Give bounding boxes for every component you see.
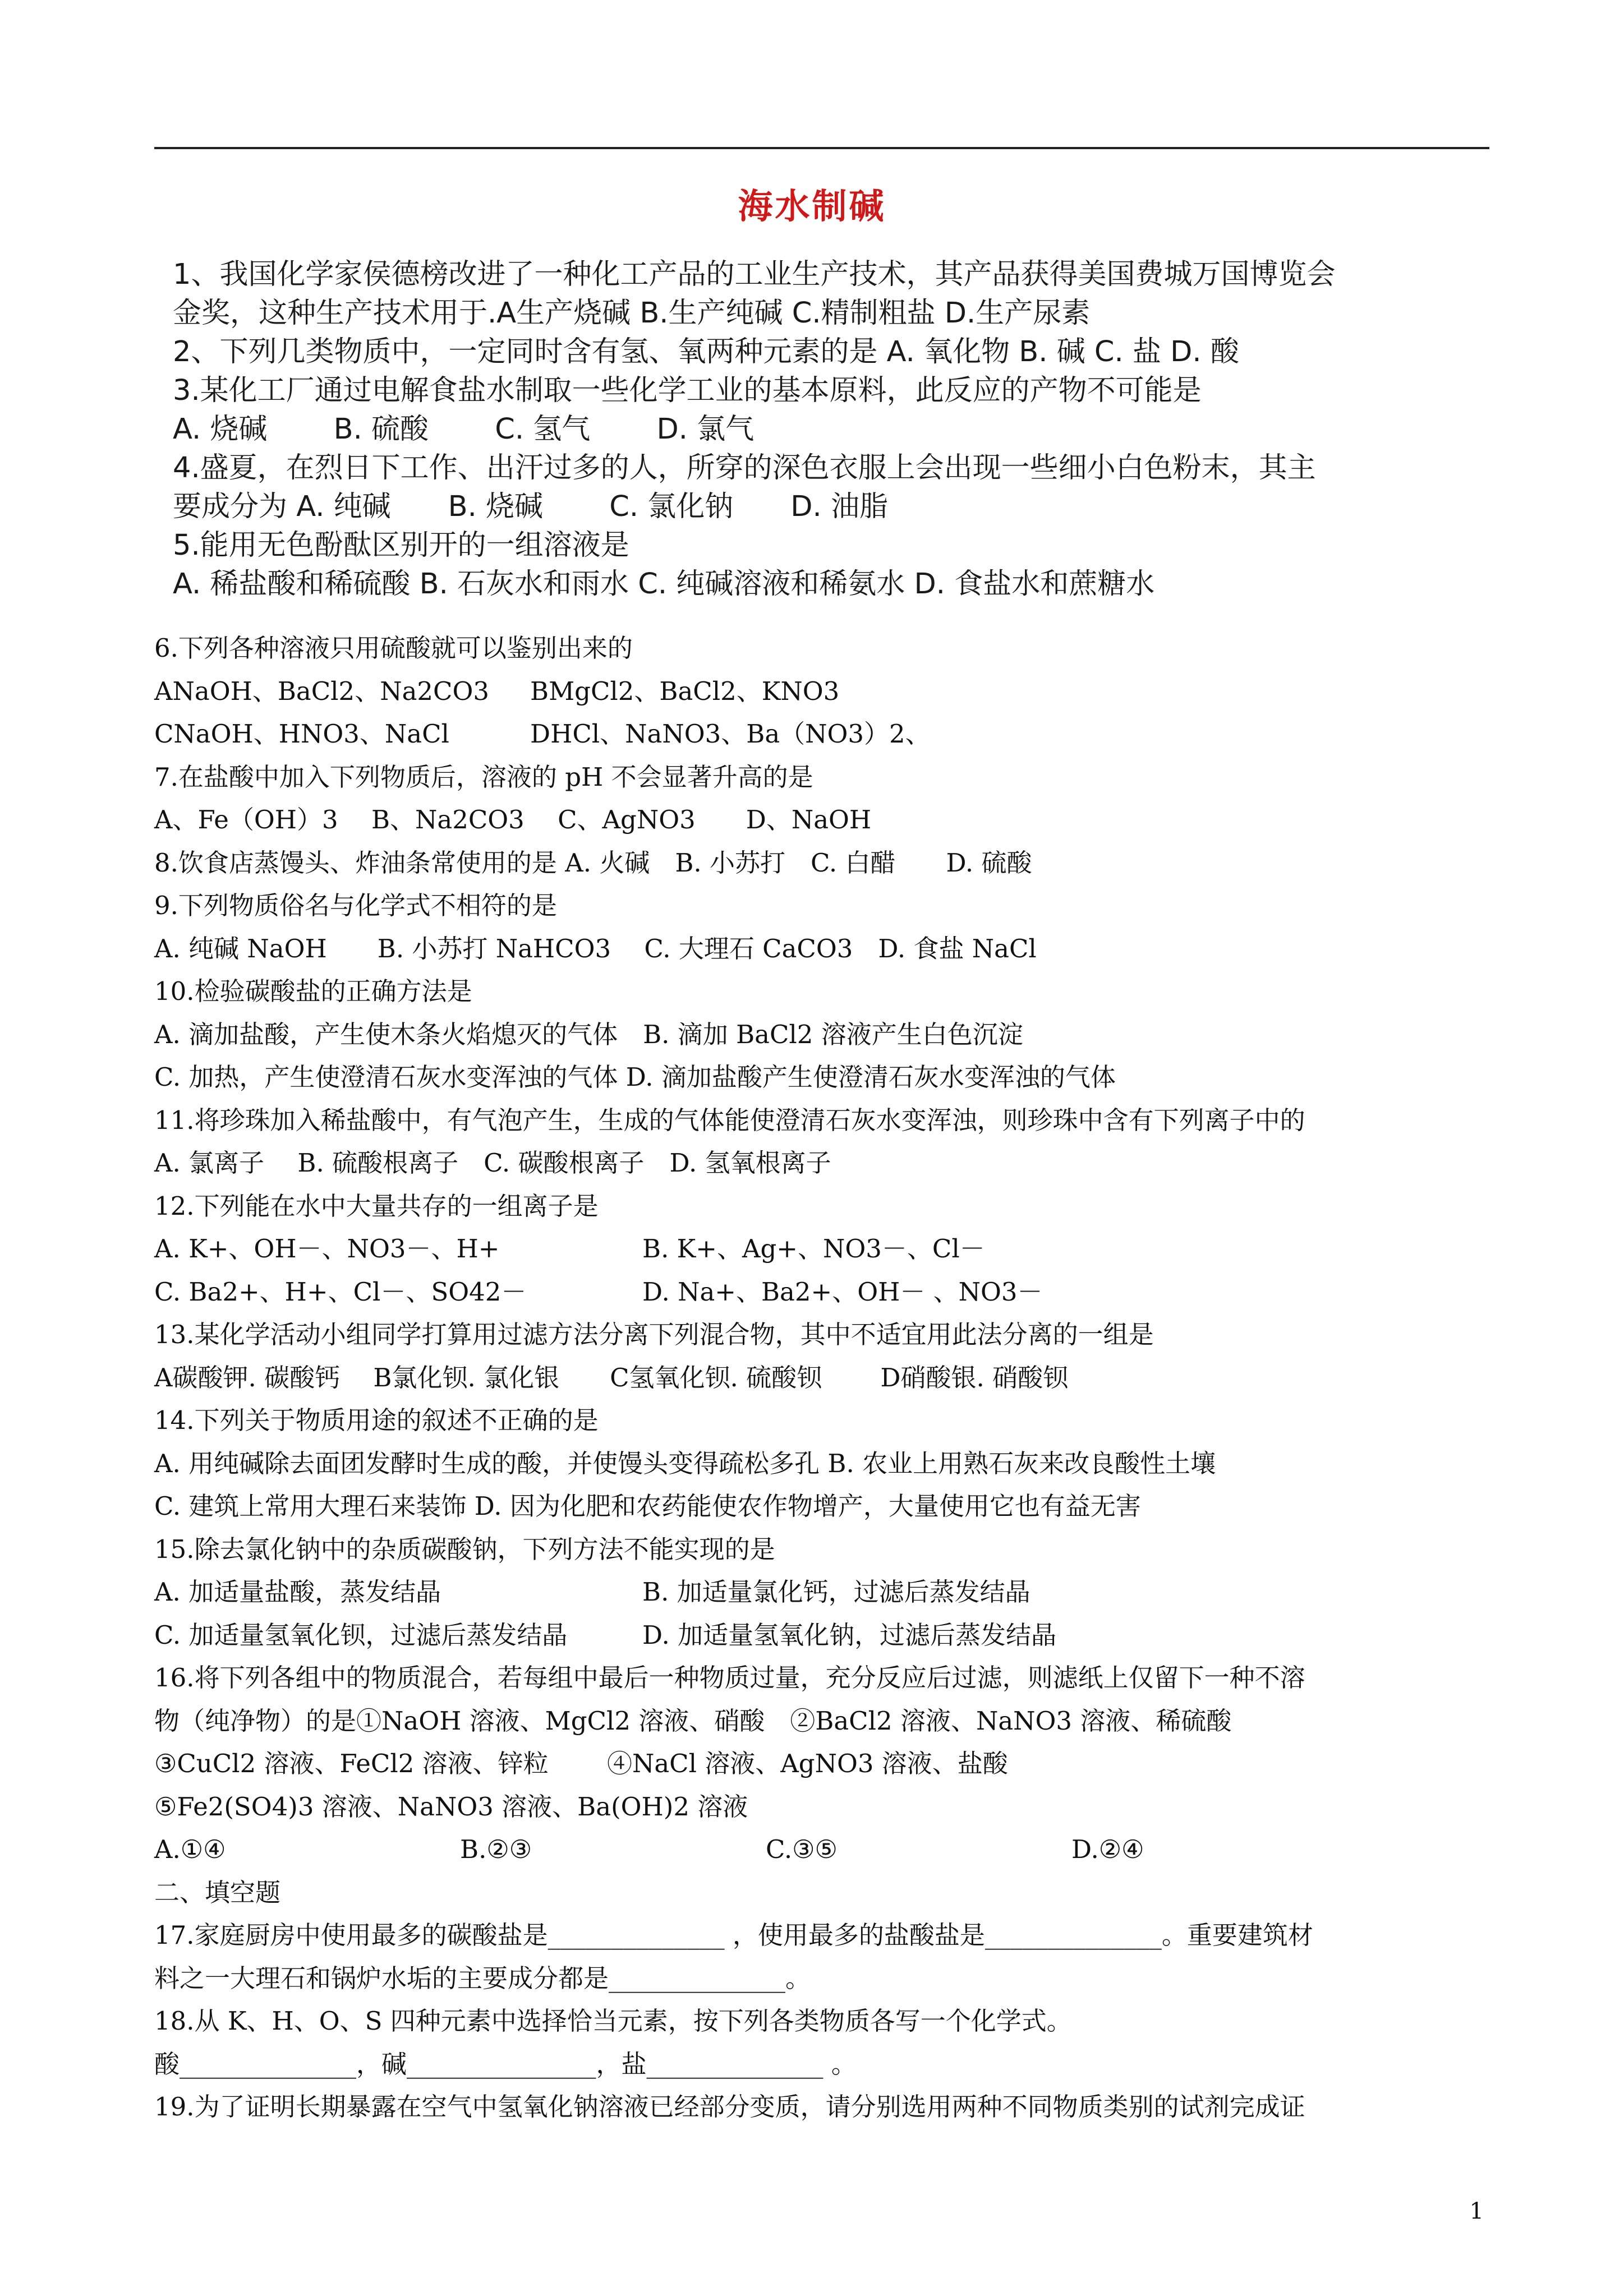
option: B. K+、Ag+、NO3－、Cl－: [642, 1234, 985, 1264]
scan-line: 金奖，这种生产技术用于.A生产烧碱 B.生产纯碱 C.精制粗盐 D.生产尿素: [173, 297, 1091, 330]
question-stem: 15.除去氯化钠中的杂质碳酸钠，下列方法不能实现的是: [154, 1534, 775, 1564]
option: DHCl、NaNO3、Ba（NO3）2、: [530, 719, 931, 749]
question-stem: 9.下列物质俗名与化学式不相符的是: [154, 891, 557, 920]
question-stem: ⑤Fe2(SO4)3 溶液、NaNO3 溶液、Ba(OH)2 溶液: [154, 1791, 748, 1822]
question-stem: 18.从 K、H、O、S 四种元素中选择恰当元素，按下列各类物质各写一个化学式。: [154, 2006, 1072, 2036]
question-stem: 酸______________，碱_______________，盐______________ 。: [154, 2049, 857, 2079]
option: C.③⑤: [766, 1834, 838, 1864]
option: C. Ba2+、H+、Cl－、SO42－: [154, 1276, 527, 1307]
option-row: [154, 1828, 1489, 1871]
option-row: [154, 713, 1489, 756]
option: D.②④: [1071, 1834, 1144, 1864]
question-stem: 10.检验碳酸盐的正确方法是: [154, 976, 472, 1006]
option-line: C. 加热，产生使澄清石灰水变浑浊的气体 D. 滴加盐酸产生使澄清石灰水变浑浊的气体: [154, 1062, 1116, 1092]
question-stem: 13.某化学活动小组同学打算用过滤方法分离下列混合物，其中不适宜用此法分离的一组是: [154, 1320, 1154, 1349]
option-row: [154, 1228, 1489, 1271]
option: B.②③: [460, 1834, 532, 1864]
question-list: [154, 627, 1489, 2129]
scanned-questions-block: [173, 255, 1463, 603]
option-line: A. 用纯碱除去面团发酵时生成的酸，并使馒头变得疏松多孔 B. 农业上用熟石灰来改良酸性土壤: [154, 1448, 1216, 1478]
header-rule: [154, 147, 1489, 149]
option: D. 加适量氢氧化钠，过滤后蒸发结晶: [642, 1620, 1057, 1650]
question-stem: 料之一大理石和锅炉水垢的主要成分都是______________。: [154, 1963, 811, 1993]
question-stem: 12.下列能在水中大量共存的一组离子是: [154, 1191, 599, 1221]
option: BMgCl2、BaCl2、KNO3: [530, 676, 840, 706]
question-stem: 7.在盐酸中加入下列物质后，溶液的 pH 不会显著升高的是: [154, 762, 813, 792]
section-heading: 二、填空题: [154, 1877, 281, 1907]
scan-line: 2、下列几类物质中，一定同时含有氢、氧两种元素的是 A. 氧化物 B. 碱 C. 盐 D. 酸: [173, 335, 1239, 368]
option: C. 加适量氢氧化钡，过滤后蒸发结晶: [154, 1620, 568, 1650]
scan-line: 4.盛夏，在烈日下工作、出汗过多的人，所穿的深色衣服上会出现一些细小白色粉末，其主: [173, 451, 1316, 485]
question-stem: 19.为了证明长期暴露在空气中氢氧化钠溶液已经部分变质，请分别选用两种不同物质类别的试剂完成证: [154, 2092, 1305, 2122]
scan-line: 要成分为 A. 纯碱 B. 烧碱 C. 氯化钠 D. 油脂: [173, 490, 888, 523]
page-number: 1: [1469, 2198, 1484, 2224]
question-stem: 物（纯净物）的是①NaOH 溶液、MgCl2 溶液、硝酸 ②BaCl2 溶液、NaNO3 溶液、稀硫酸: [154, 1705, 1232, 1736]
option-row: [154, 670, 1489, 713]
option: A. K+、OH－、NO3－、H+: [154, 1234, 500, 1264]
option: B. 加适量氯化钙，过滤后蒸发结晶: [642, 1577, 1030, 1607]
scan-line: A. 稀盐酸和稀硫酸 B. 石灰水和雨水 C. 纯碱溶液和稀氨水 D. 食盐水和蔗糖水: [173, 568, 1155, 601]
option: ANaOH、BaCl2、Na2CO3: [154, 676, 489, 706]
option: A.①④: [154, 1834, 226, 1864]
option-row: [154, 1571, 1489, 1614]
option-line: A. 氯离子 B. 硫酸根离子 C. 碳酸根离子 D. 氢氧根离子: [154, 1148, 831, 1178]
option-row: [154, 1614, 1489, 1657]
option-line: C. 建筑上常用大理石来装饰 D. 因为化肥和农药能使农作物增产，大量使用它也有益无害: [154, 1491, 1141, 1521]
option: D. Na+、Ba2+、OH－ 、NO3－: [642, 1276, 1043, 1307]
option: CNaOH、HNO3、NaCl: [154, 719, 449, 749]
option-line: A. 滴加盐酸，产生使木条火焰熄灭的气体 B. 滴加 BaCl2 溶液产生白色沉淀: [154, 1019, 1023, 1049]
option-row: [154, 1271, 1489, 1314]
question-stem: 11.将珍珠加入稀盐酸中，有气泡产生，生成的气体能使澄清石灰水变浑浊，则珍珠中含有下列离子中的: [154, 1105, 1305, 1135]
option-line: A碳酸钾. 碳酸钙 B氯化钡. 氯化银 C氢氧化钡. 硫酸钡 D硝酸银. 硝酸钡: [154, 1362, 1069, 1393]
option-line: A、Fe（OH）3 B、Na2CO3 C、AgNO3 D、NaOH: [154, 805, 872, 835]
question-stem: 14.下列关于物质用途的叙述不正确的是: [154, 1405, 599, 1435]
question-stem: 16.将下列各组中的物质混合，若每组中最后一种物质过量，充分反应后过滤，则滤纸上仅留下一种不溶: [154, 1663, 1305, 1693]
scan-line: A. 烧碱 B. 硫酸 C. 氢气 D. 氯气: [173, 413, 755, 446]
question-stem: ③CuCl2 溶液、FeCl2 溶液、锌粒 ④NaCl 溶液、AgNO3 溶液、盐酸: [154, 1749, 1008, 1778]
page-title: 海水制碱: [738, 186, 886, 227]
question-stem: 17.家庭厨房中使用最多的碳酸盐是______________ ，使用最多的盐酸盐是______________。重要建筑材: [154, 1920, 1313, 1950]
option: A. 加适量盐酸，蒸发结晶: [154, 1577, 441, 1607]
scan-line: 5.能用无色酚酞区别开的一组溶液是: [173, 529, 629, 562]
option-line: A. 纯碱 NaOH B. 小苏打 NaHCO3 C. 大理石 CaCO3 D. 食盐 NaCl: [154, 933, 1037, 963]
question-stem: 6.下列各种溶液只用硫酸就可以鉴别出来的: [154, 633, 633, 663]
scan-line: 3.某化工厂通过电解食盐水制取一些化学工业的基本原料，此反应的产物不可能是: [173, 374, 1202, 407]
question-stem: 8.饮食店蒸馒头、炸油条常使用的是 A. 火碱 B. 小苏打 C. 白醋 D. 硫酸: [154, 847, 1032, 878]
scan-line: 1、我国化学家侯德榜改进了一种化工产品的工业生产技术，其产品获得美国费城万国博览会: [173, 258, 1336, 291]
